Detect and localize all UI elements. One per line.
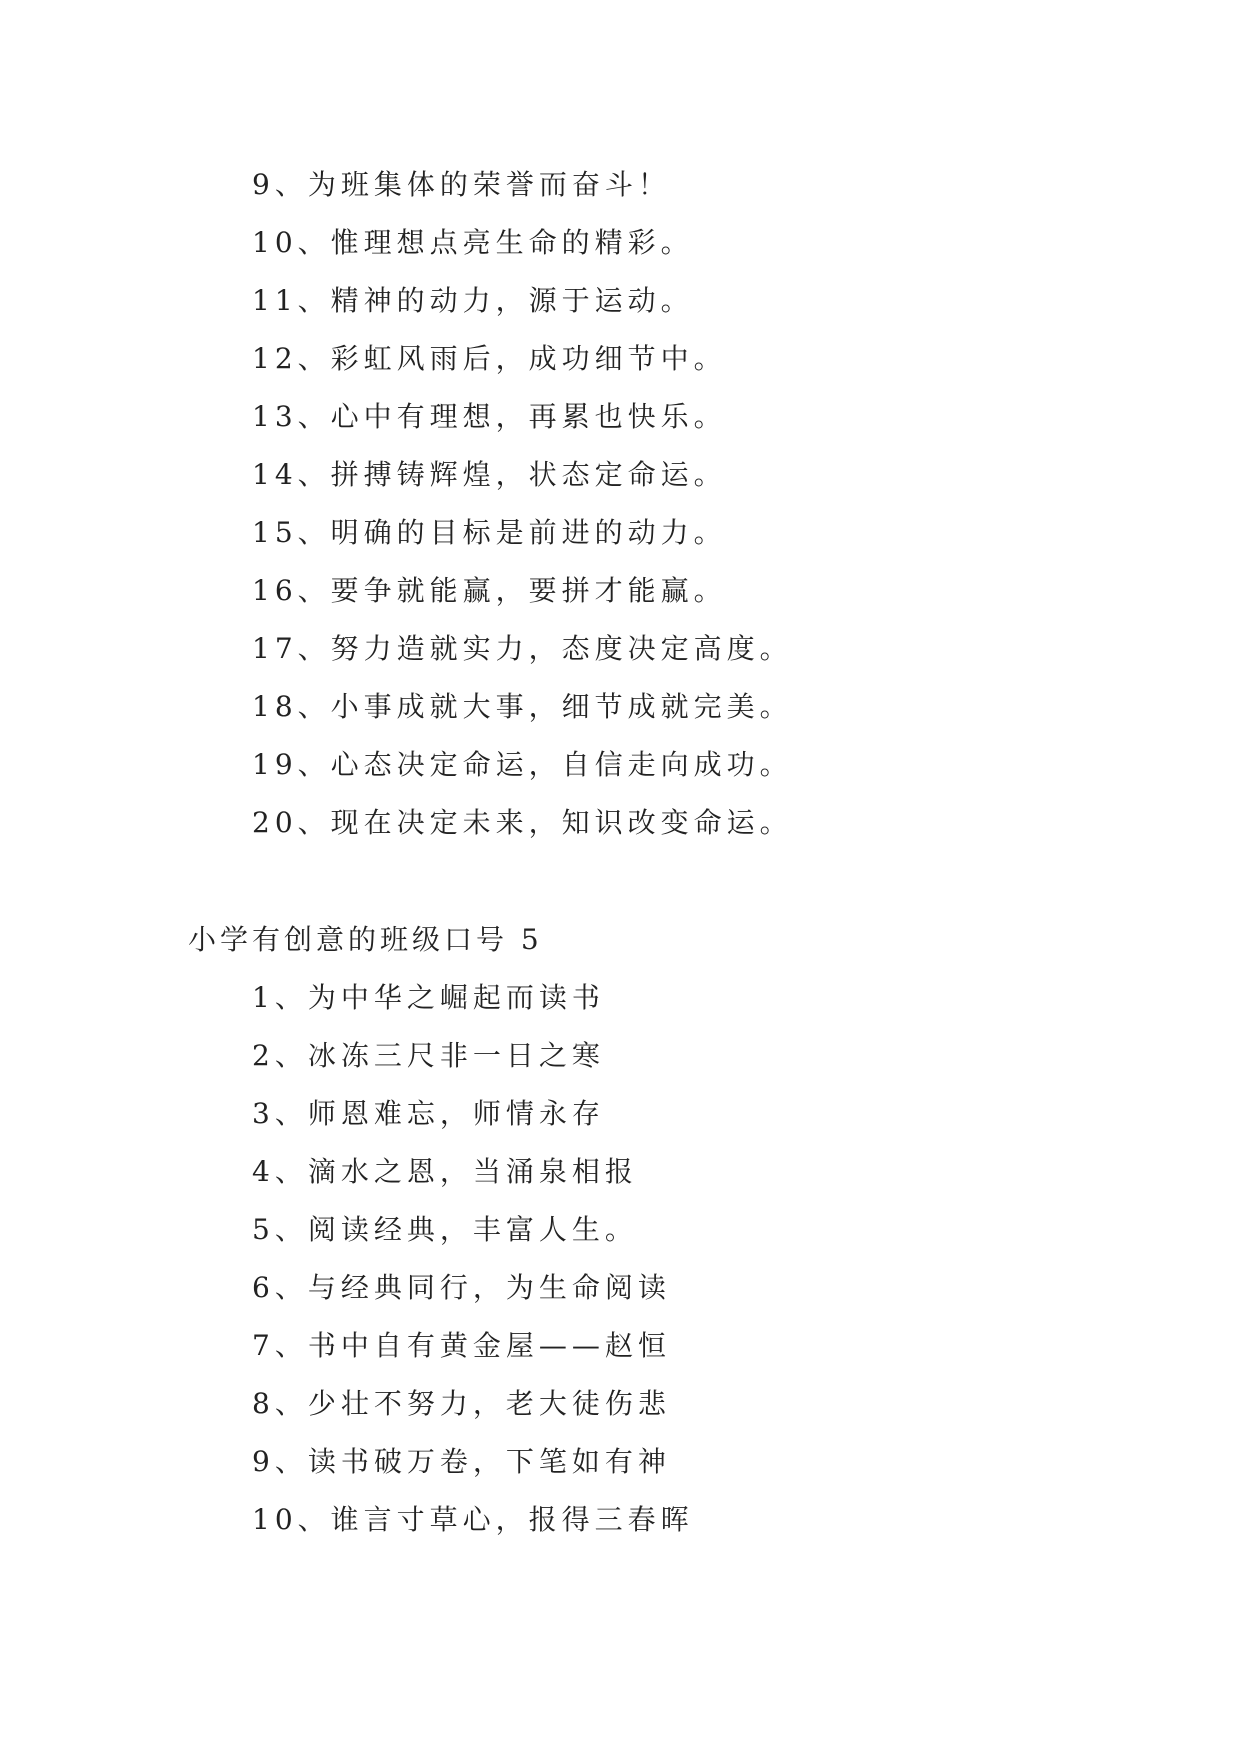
list-item: 7、书中自有黄金屋——赵恒 [252,1329,671,1362]
list-item: 10、惟理想点亮生命的精彩。 [252,226,694,259]
list-item: 20、现在决定未来，知识改变命运。 [252,806,793,839]
list-item: 6、与经典同行，为生命阅读 [252,1271,671,1304]
list-item: 19、心态决定命运，自信走向成功。 [252,748,793,781]
list-item: 11、精神的动力，源于运动。 [252,284,694,317]
list-item: 16、要争就能赢，要拼才能赢。 [252,574,727,607]
list-item: 13、心中有理想，再累也快乐。 [252,400,727,433]
list-item: 9、读书破万卷，下笔如有神 [252,1445,671,1478]
list-item: 12、彩虹风雨后，成功细节中。 [252,342,727,375]
list-item: 2、冰冻三尺非一日之寒 [252,1039,605,1072]
list-item: 18、小事成就大事，细节成就完美。 [252,690,793,723]
list-item: 9、为班集体的荣誉而奋斗！ [252,168,671,201]
list-item: 5、阅读经典，丰富人生。 [252,1213,638,1246]
list-item: 14、拼搏铸辉煌，状态定命运。 [252,458,727,491]
list-item: 1、为中华之崛起而读书 [252,981,605,1014]
list-item: 4、滴水之恩，当涌泉相报 [252,1155,638,1188]
list-item: 8、少壮不努力，老大徒伤悲 [252,1387,671,1420]
list-item: 10、谁言寸草心，报得三春晖 [252,1503,694,1536]
section-heading: 小学有创意的班级口号 5 [188,923,543,956]
list-item: 3、师恩难忘，师情永存 [252,1097,605,1130]
list-item: 15、明确的目标是前进的动力。 [252,516,727,549]
list-item: 17、努力造就实力，态度决定高度。 [252,632,793,665]
